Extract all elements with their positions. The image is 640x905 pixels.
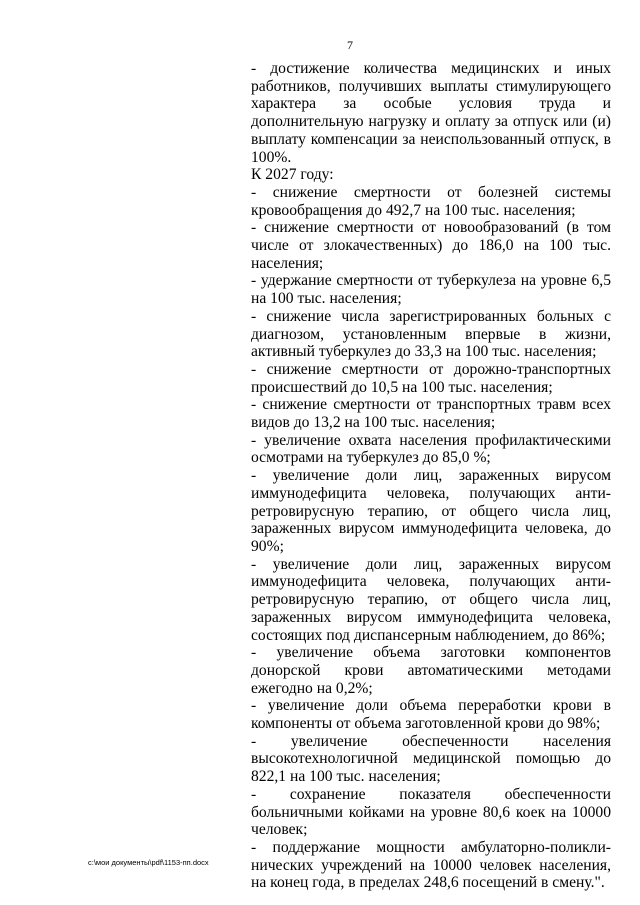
paragraph-tuberculosis-screening: - увеличение охвата населения профилактическими осмотрами на туберкулез до 85,0 %; (251, 431, 611, 467)
document-body (251, 60, 611, 892)
paragraph-staff-payments: - достижение количества медицинских и иных работников, получивших выплаты стимулирующего характера за особые условия труда и дополнительную нагрузку и оплату за отпуск или (и) выплату компенсации за неиспользованный отпуск, в 100%. (251, 60, 611, 166)
paragraph-hospital-beds: - сохранение показателя обеспеченности больничными койками на уровне 80,6 коек на 10000 человек; (251, 785, 611, 839)
paragraph-blood-collection: - увеличение объема заготовки компонентов донорской крови автоматическими методами ежегодно на 0,2%; (251, 644, 611, 697)
paragraph-outpatient-capacity: - поддержание мощности амбулаторно-поликли-нических учреждений на 10000 человек населения, на конец года, в пределах 248,6 посещений в смену.". (251, 838, 611, 892)
paragraph-transport-injury-mortality: - снижение смертности от транспортных травм всех видов до 13,2 на 100 тыс. населения; (251, 396, 611, 432)
page-number: 7 (347, 38, 353, 52)
paragraph-tuberculosis-incidence: - снижение числа зарегистрированных больных с диагнозом, установленным впервые в жизни, активный туберкулез до 33,3 на 100 тыс. населения; (251, 307, 611, 361)
paragraph-blood-processing: - увеличение доли объема переработки крови в компоненты от объема заготовленной крови до 98%; (251, 697, 611, 733)
paragraph-circulatory-mortality: - снижение смертности от болезней системы кровообращения до 492,7 на 100 тыс. населения; (251, 183, 611, 219)
paragraph-year-2027-heading: К 2027 году: (251, 166, 334, 184)
paragraph-neoplasm-mortality: - снижение смертности от новообразований (в том числе от злокачественных) до 186,0 на 100 тыс. населения; (251, 219, 611, 272)
paragraph-hiv-therapy-dispensary: - увеличение доли лиц, зараженных вирусом иммунодефицита человека, получающих анти-ретровирусную терапию, от общего числа лиц, зараженных вирусом иммунодефицита человека, состоящих под диспансерным наблюдением, до 86%; (251, 555, 611, 644)
paragraph-tuberculosis-mortality: - удержание смертности от туберкулеза на уровне 6,5 на 100 тыс. населения; (251, 272, 611, 308)
paragraph-high-tech-care: - увеличение обеспеченности населения высокотехнологичной медицинской помощью до 822,1 на 100 тыс. населения; (251, 732, 611, 786)
footer-file-path: c:\мои документы\pdf\1153-пп.docx (88, 858, 209, 867)
paragraph-road-accident-mortality: - снижение смертности от дорожно-транспортных происшествий до 10,5 на 100 тыс. населения; (251, 360, 611, 396)
paragraph-hiv-therapy-total: - увеличение доли лиц, зараженных вирусом иммунодефицита человека, получающих анти-ретровирусную терапию, от общего числа лиц, зараженных вирусом иммунодефицита человека, до 90%; (251, 467, 611, 555)
